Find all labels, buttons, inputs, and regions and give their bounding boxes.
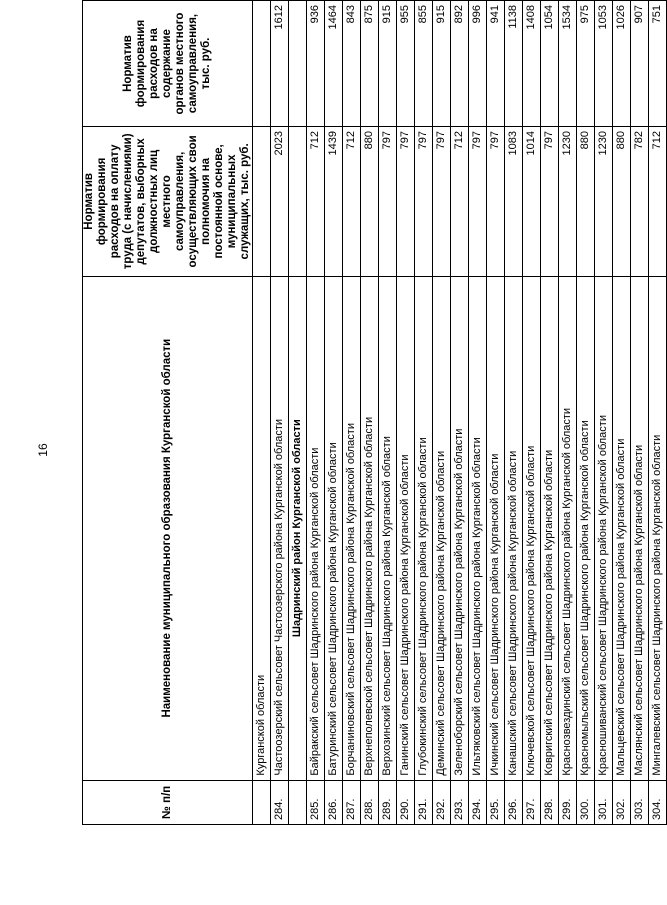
row-num: 303. (631, 780, 649, 824)
row-num: 302. (613, 780, 631, 824)
row-num: 299. (559, 780, 577, 824)
row-name: Мальцевский сельсовет Шадринского района Курганской области (613, 276, 631, 780)
row-salary: 1230 (595, 127, 613, 277)
row-num: 291. (415, 780, 433, 824)
table-row (559, 1, 577, 825)
row-maint: 1054 (541, 1, 559, 127)
municipal-norms-table (82, 0, 667, 825)
row-maint: 915 (379, 1, 397, 127)
row-num: 284. (271, 780, 289, 824)
row-maint: 1612 (271, 1, 289, 127)
row-salary: 712 (451, 127, 469, 277)
row-num: 288. (361, 780, 379, 824)
row-salary: 797 (433, 127, 451, 277)
table-row (649, 1, 667, 825)
row-maint: 975 (577, 1, 595, 127)
row-num: 295. (487, 780, 505, 824)
table-row (613, 1, 631, 825)
row-num: 298. (541, 780, 559, 824)
table-row (361, 1, 379, 825)
table-row (307, 1, 325, 825)
row-num: 289. (379, 780, 397, 824)
row-name: Борчаниновский сельсовет Шадринского района Курганской области (343, 276, 361, 780)
table-row (451, 1, 469, 825)
row-maint: 1053 (595, 1, 613, 127)
row-name: Частоозерский сельсовет Частоозерского района Курганской области (271, 276, 289, 780)
row-maint: 855 (415, 1, 433, 127)
row-name: Батуринский сельсовет Шадринского района Курганской области (325, 276, 343, 780)
table-row (379, 1, 397, 825)
row-salary: 1439 (325, 127, 343, 277)
row-salary: 797 (379, 127, 397, 277)
row-name: Красношиванский сельсовет Шадринского района Курганской области (595, 276, 613, 780)
row-maint: 751 (649, 1, 667, 127)
table-row (505, 1, 523, 825)
row-name: Зеленоборский сельсовет Шадринского района Курганской области (451, 276, 469, 780)
row-name: Верхозинский сельсовет Шадринского района Курганской области (379, 276, 397, 780)
header-name: Наименование муниципального образования Курганской области (83, 276, 253, 780)
row-name: Ганинский сельсовет Шадринского района Курганской области (397, 276, 415, 780)
table-row (595, 1, 613, 825)
table-row (523, 1, 541, 825)
row-salary: 1014 (523, 127, 541, 277)
row-num: 296. (505, 780, 523, 824)
row-num: 287. (343, 780, 361, 824)
row-maint: 915 (433, 1, 451, 127)
row-name: Канашский сельсовет Шадринского района Курганской области (505, 276, 523, 780)
table-row (271, 1, 289, 825)
table-row (325, 1, 343, 825)
row-num: 292. (433, 780, 451, 824)
district-salary (289, 127, 307, 277)
row-num: 294. (469, 780, 487, 824)
row-name: Маслянский сельсовет Шадринского района Курганской области (631, 276, 649, 780)
row-name: Байракский сельсовет Шадринского района Курганской области (307, 276, 325, 780)
row-name: Краснозвездинский сельсовет Шадринского района Курганской области (559, 276, 577, 780)
row-num: 293. (451, 780, 469, 824)
header-salary-norm: Норматив формирования расходов на оплату труда (с начислениями) депутатов, выборных должностных лиц местного самоуправления, осуществляющих свои полномочия на постоянной основе, муниципальных служащих, тыс. руб. (83, 127, 253, 277)
row-salary: 880 (577, 127, 595, 277)
row-num: 297. (523, 780, 541, 824)
row-maint: 1026 (613, 1, 631, 127)
row-salary: 880 (613, 127, 631, 277)
row-salary: 797 (397, 127, 415, 277)
row-salary: 797 (487, 127, 505, 277)
row-salary: 880 (361, 127, 379, 277)
row-salary: 712 (649, 127, 667, 277)
row-maint: 1408 (523, 1, 541, 127)
row-name: Ковригский сельсовет Шадринского района Курганской области (541, 276, 559, 780)
row-name: Верхнеполевской сельсовет Шадринского района Курганской области (361, 276, 379, 780)
row-name: Ильтяковский сельсовет Шадринского района Курганской области (469, 276, 487, 780)
row-maint: 941 (487, 1, 505, 127)
table-header-row (83, 1, 253, 825)
page-number: 16 (36, 443, 50, 457)
header-maintenance-norm: Норматив формирования расходов на содержание органов местного самоуправления, тыс. руб. (83, 1, 253, 127)
continuation-num (253, 780, 271, 824)
row-maint: 955 (397, 1, 415, 127)
row-num: 304. (649, 780, 667, 824)
row-salary: 797 (415, 127, 433, 277)
row-name: Красномыльский сельсовет Шадринского района Курганской области (577, 276, 595, 780)
row-maint: 996 (469, 1, 487, 127)
row-maint: 1534 (559, 1, 577, 127)
row-salary: 712 (343, 127, 361, 277)
row-salary: 2023 (271, 127, 289, 277)
continuation-maint (253, 1, 271, 127)
row-maint: 1138 (505, 1, 523, 127)
row-salary: 797 (469, 127, 487, 277)
district-row (289, 1, 307, 825)
continuation-row (253, 1, 271, 825)
row-num: 290. (397, 780, 415, 824)
row-num: 286. (325, 780, 343, 824)
row-num: 285. (307, 780, 325, 824)
table-row (433, 1, 451, 825)
row-name: Ичкинский сельсовет Шадринского района Курганской области (487, 276, 505, 780)
district-num (289, 780, 307, 824)
district-maint (289, 1, 307, 127)
row-salary: 782 (631, 127, 649, 277)
row-name: Мингалевский сельсовет Шадринского района Курганской области (649, 276, 667, 780)
table-row (343, 1, 361, 825)
continuation-salary (253, 127, 271, 277)
continuation-name: Курганской области (253, 276, 271, 780)
table-row (487, 1, 505, 825)
row-maint: 875 (361, 1, 379, 127)
row-num: 301. (595, 780, 613, 824)
row-maint: 892 (451, 1, 469, 127)
row-num: 300. (577, 780, 595, 824)
row-maint: 907 (631, 1, 649, 127)
table-row (631, 1, 649, 825)
row-salary: 797 (541, 127, 559, 277)
row-name: Глубокинский сельсовет Шадринского района Курганской области (415, 276, 433, 780)
row-maint: 936 (307, 1, 325, 127)
row-name: Деминский сельсовет Шадринского района Курганской области (433, 276, 451, 780)
row-salary: 712 (307, 127, 325, 277)
table-row (469, 1, 487, 825)
row-name: Ключевской сельсовет Шадринского района Курганской области (523, 276, 541, 780)
row-maint: 1464 (325, 1, 343, 127)
table-row (577, 1, 595, 825)
row-salary: 1083 (505, 127, 523, 277)
table-row (415, 1, 433, 825)
header-num: № п/п (83, 780, 253, 824)
row-maint: 843 (343, 1, 361, 127)
table-row (397, 1, 415, 825)
district-title: Шадринский район Курганской области (289, 276, 307, 780)
table-row (541, 1, 559, 825)
row-salary: 1230 (559, 127, 577, 277)
